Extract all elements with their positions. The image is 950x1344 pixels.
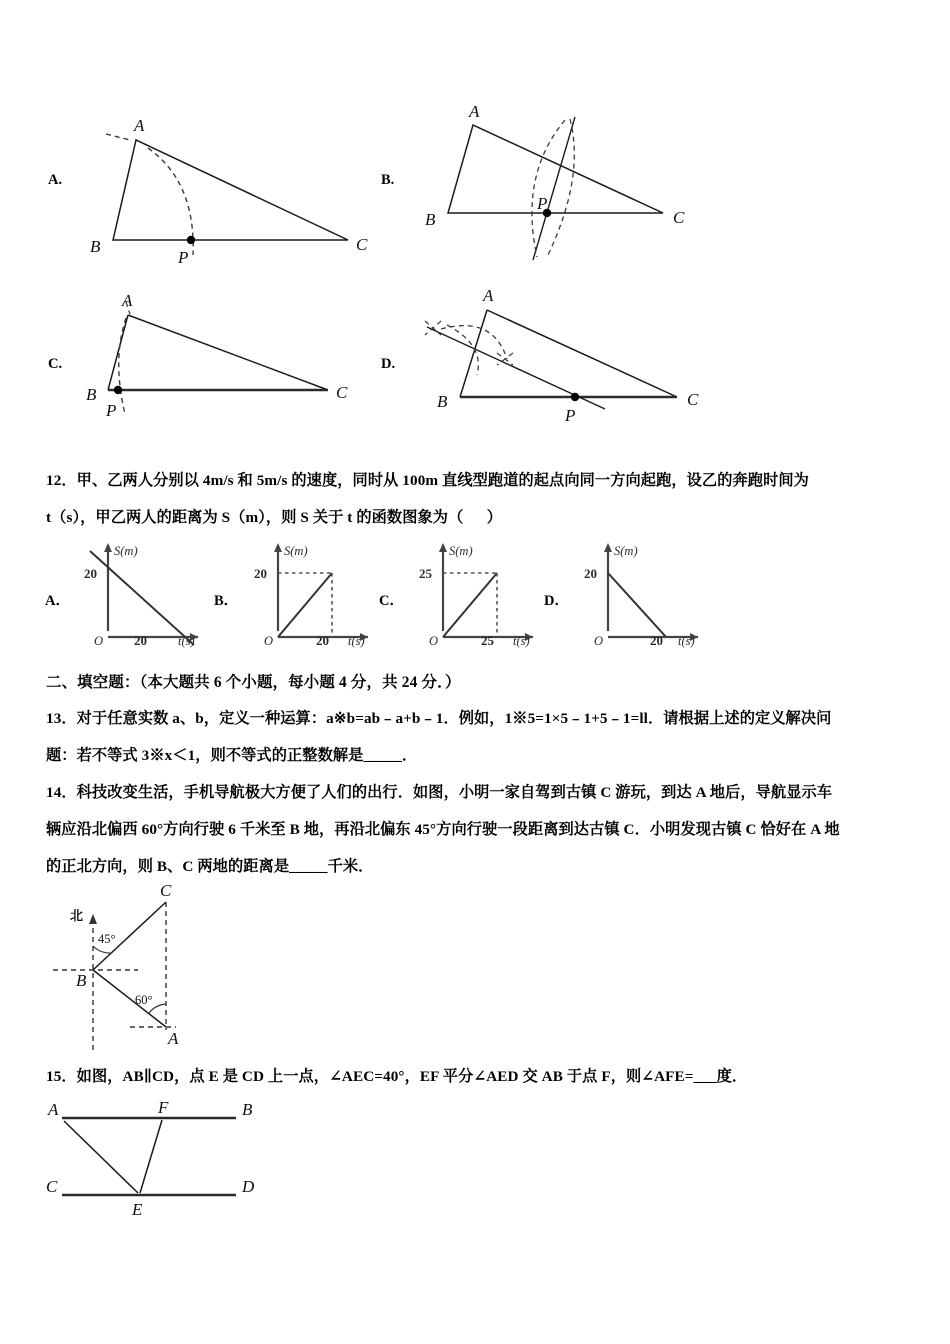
side-ab-path	[108, 315, 128, 390]
segment-fe	[140, 1120, 162, 1193]
x-axis-label: t(s)	[178, 634, 195, 648]
point-label-d: D	[242, 1177, 255, 1196]
segment-ba	[93, 970, 166, 1027]
series-line	[608, 573, 666, 637]
triangle-abc-path	[448, 125, 663, 213]
point-p-marker	[571, 393, 579, 401]
y-tick-label: 20	[84, 566, 97, 581]
y-axis-label: S(m)	[614, 544, 638, 558]
q12-option-c-label: C．	[379, 593, 404, 609]
vertex-label-c: C	[356, 235, 368, 254]
x-axis-label: t(s)	[678, 634, 695, 648]
vertex-label-b: B	[86, 385, 97, 404]
arc-cross-left	[425, 321, 441, 335]
y-axis-arrow	[274, 543, 282, 552]
q12-option-d-label: D．	[544, 593, 569, 609]
construction-arc-inner	[447, 325, 478, 375]
q15-parallel-lines-figure	[40, 1098, 290, 1223]
construction-arc	[119, 318, 126, 414]
q15-line1: 15．如图，AB∥CD，点 E 是 CD 上一点，∠AEC=40°，EF 平分∠AED 交 AB 于点 F，则∠AFE=___度．	[46, 1068, 748, 1085]
triangle-abc-path	[113, 140, 348, 240]
q12-chart-a	[66, 533, 216, 648]
y-axis-label: S(m)	[449, 544, 473, 558]
q12-option-b-label: B．	[214, 593, 239, 609]
q12-option-a-label: A．	[45, 593, 70, 609]
vertex-label-a: A	[122, 291, 133, 310]
origin-label: O	[94, 634, 104, 648]
point-label-c: C	[46, 1177, 58, 1196]
q11-figure-b	[415, 95, 705, 275]
point-p-marker	[187, 236, 195, 244]
north-arrow-head	[89, 914, 97, 924]
vertex-label-p: P	[565, 406, 576, 425]
x-tick-label: 25	[481, 633, 494, 648]
section-2-heading: 二、填空题：（本大题共 6 个小题，每小题 4 分，共 24 分．）	[46, 674, 461, 691]
q12-chart-c	[401, 533, 551, 648]
point-label-a: A	[168, 1029, 179, 1048]
y-axis-arrow	[604, 543, 612, 552]
vertex-label-a: A	[134, 116, 145, 135]
construction-arc-right	[548, 119, 574, 255]
origin-label: O	[264, 634, 274, 648]
angle-label-60: 60°	[135, 993, 153, 1007]
x-axis-label: t(s)	[348, 634, 365, 648]
q11-option-c-label: C.	[48, 356, 63, 372]
q11-figure-d	[415, 285, 715, 430]
north-label: 北	[70, 908, 84, 923]
q12-chart-d	[566, 533, 716, 648]
side-ac-path	[487, 310, 677, 397]
side-ac-path	[128, 315, 328, 390]
q13-line2: 题：若不等式 3※x＜1，则不等式的正整数解是_____．	[46, 747, 418, 764]
y-tick-label: 25	[419, 566, 432, 581]
origin-label: O	[594, 634, 604, 648]
q11-option-a-label: A.	[48, 172, 63, 188]
q11-figure-c	[78, 290, 368, 430]
vertex-label-p: P	[537, 194, 548, 213]
point-p-marker	[114, 386, 122, 394]
vertex-label-p: P	[106, 401, 117, 420]
x-tick-label: 20	[316, 633, 329, 648]
origin-label: O	[429, 634, 439, 648]
q12-line2: t（s），甲乙两人的距离为 S（m），则 S 关于 t 的函数图象为（ ）	[46, 509, 503, 526]
vertex-label-c: C	[687, 390, 699, 409]
y-axis-arrow	[439, 543, 447, 552]
y-axis-label: S(m)	[284, 544, 308, 558]
vertex-label-p: P	[178, 248, 189, 267]
vertex-label-b: B	[437, 392, 448, 411]
angle-arc-45	[93, 946, 110, 953]
q14-navigation-figure	[48, 880, 238, 1050]
q12-chart-b	[236, 533, 386, 648]
q14-line2: 辆应沿北偏西 60°方向行驶 6 千米至 B 地，再沿北偏东 45°方向行驶一段距离到达古镇 C．小明发现古镇 C 恰好在 A 地	[46, 821, 840, 838]
segment-ae	[64, 1121, 138, 1193]
series-line	[443, 573, 497, 637]
construction-tick	[106, 134, 130, 140]
y-axis-label: S(m)	[114, 544, 138, 558]
vertex-label-a: A	[469, 102, 480, 121]
q11-figure-a	[78, 100, 378, 270]
y-axis-arrow	[104, 543, 112, 552]
bisector-line	[533, 117, 575, 260]
q14-line3: 的正北方向，则 B、C 两地的距离是_____千米．	[46, 858, 374, 875]
q12-line1: 12．甲、乙两人分别以 4m/s 和 5m/s 的速度，同时从 100m 直线型跑道的起点向同一方向起跑，设乙的奔跑时间为	[46, 472, 809, 489]
vertex-label-a: A	[483, 286, 494, 305]
point-label-e: E	[132, 1200, 143, 1219]
construction-arc-left	[532, 120, 565, 257]
vertex-label-c: C	[673, 208, 685, 227]
y-tick-label: 20	[584, 566, 597, 581]
point-label-b: B	[242, 1100, 253, 1119]
vertex-label-b: B	[90, 237, 101, 256]
y-tick-label: 20	[254, 566, 267, 581]
point-label-b: B	[76, 971, 87, 990]
point-label-c: C	[160, 881, 172, 900]
series-line	[278, 573, 332, 637]
series-line	[90, 551, 194, 645]
q11-option-b-label: B.	[381, 172, 395, 188]
q11-option-d-label: D.	[381, 356, 396, 372]
x-axis-label: t(s)	[513, 634, 530, 648]
point-label-f: F	[158, 1098, 169, 1117]
q14-line1: 14．科技改变生活，手机导航极大方便了人们的出行．如图，小明一家自驾到古镇 C 游玩，到达 A 地后，导航显示车	[46, 784, 833, 801]
vertex-label-b: B	[425, 210, 436, 229]
vertex-label-c: C	[336, 383, 348, 402]
point-label-a: A	[48, 1100, 59, 1119]
angle-label-45: 45°	[98, 932, 116, 946]
x-tick-label: 20	[134, 633, 147, 648]
x-tick-label: 20	[650, 633, 663, 648]
q13-line1: 13．对于任意实数 a、b，定义一种运算：a※b=ab﹣a+b﹣1．例如，1※5=1×5﹣1+5﹣1=ll．请根据上述的定义解决问	[46, 710, 832, 727]
